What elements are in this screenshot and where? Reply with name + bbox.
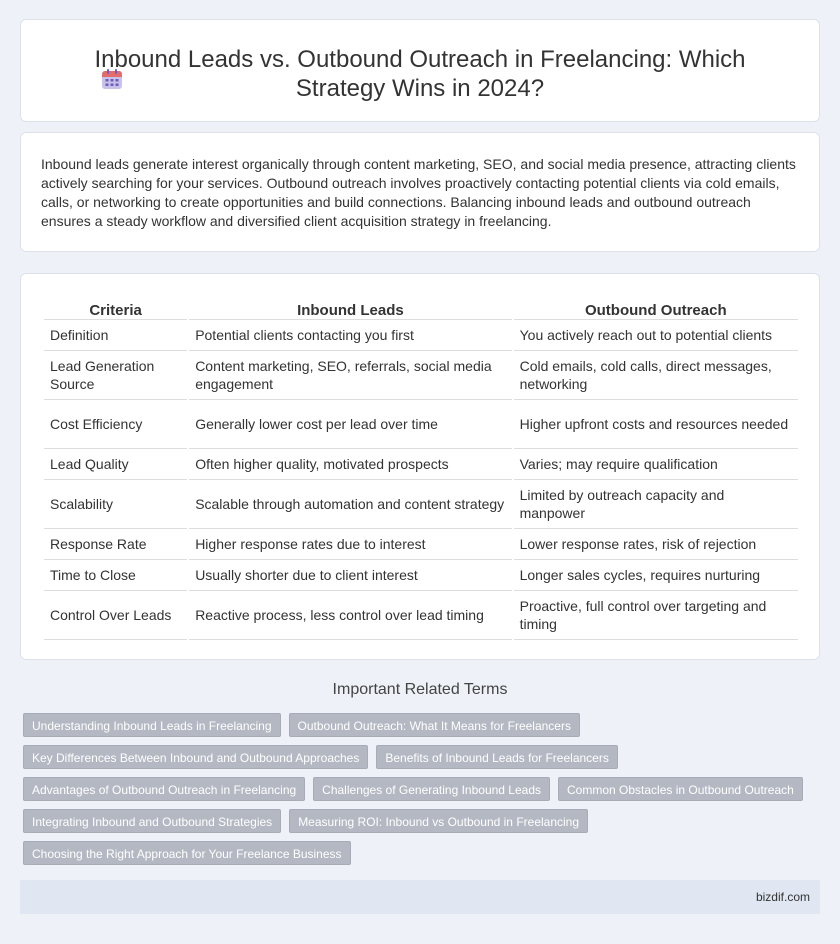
related-term-tag[interactable]: Outbound Outreach: What It Means for Freelancers xyxy=(289,713,580,737)
table-row xyxy=(44,591,798,640)
header-outbound-outreach: Outbound Outreach xyxy=(514,294,798,320)
criteria-cell: Time to Close xyxy=(44,560,187,591)
criteria-cell: Lead Generation Source xyxy=(44,351,187,400)
header-inbound-leads: Inbound Leads xyxy=(189,294,511,320)
table-row xyxy=(44,560,798,591)
intro-paragraph: Inbound leads generate interest organically through content marketing, SEO, and social media presence, attracting clients actively searching for your services. Outbound outreach involves proactively contacting potential clients via cold emails, calls, or networking to create opportunities and build connections. Balancing inbound leads and outbound outreach ensures a steady workflow and diversified client acquisition strategy in freelancing. xyxy=(41,156,796,229)
table-row xyxy=(44,529,798,560)
outbound-cell: Lower response rates, risk of rejection xyxy=(514,529,798,560)
related-term-tag[interactable]: Advantages of Outbound Outreach in Freelancing xyxy=(23,777,305,801)
table-header-row xyxy=(44,294,798,320)
inbound-cell: Generally lower cost per lead over time xyxy=(189,400,511,449)
criteria-cell: Response Rate xyxy=(44,529,187,560)
outbound-cell: Limited by outreach capacity and manpower xyxy=(514,480,798,529)
outbound-cell: Cold emails, cold calls, direct messages, networking xyxy=(514,351,798,400)
criteria-cell: Lead Quality xyxy=(44,449,187,480)
table-row xyxy=(44,480,798,529)
outbound-cell: Proactive, full control over targeting and timing xyxy=(514,591,798,640)
related-term-tag[interactable]: Key Differences Between Inbound and Outbound Approaches xyxy=(23,745,368,769)
outbound-cell: Higher upfront costs and resources needed xyxy=(514,400,798,449)
related-term-tag[interactable]: Integrating Inbound and Outbound Strategies xyxy=(23,809,281,833)
criteria-cell: Definition xyxy=(44,320,187,351)
criteria-cell: Cost Efficiency xyxy=(44,400,187,449)
comparison-table xyxy=(42,294,800,640)
related-terms-heading: Important Related Terms xyxy=(332,681,508,698)
table-row xyxy=(44,449,798,480)
related-terms-list xyxy=(23,713,803,873)
page-title: Inbound Leads vs. Outbound Outreach in Freelancing: Which Strategy Wins in 2024? xyxy=(94,46,746,102)
inbound-cell: Higher response rates due to interest xyxy=(189,529,511,560)
related-term-tag[interactable]: Common Obstacles in Outbound Outreach xyxy=(558,777,803,801)
related-term-tag[interactable]: Challenges of Generating Inbound Leads xyxy=(313,777,550,801)
table-row xyxy=(44,400,798,449)
inbound-cell: Scalable through automation and content strategy xyxy=(189,480,511,529)
header-criteria: Criteria xyxy=(44,294,187,320)
criteria-cell: Scalability xyxy=(44,480,187,529)
criteria-cell: Control Over Leads xyxy=(44,591,187,640)
table-row xyxy=(44,351,798,400)
related-term-tag[interactable]: Understanding Inbound Leads in Freelancing xyxy=(23,713,281,737)
inbound-cell: Content marketing, SEO, referrals, social media engagement xyxy=(189,351,511,400)
title-card xyxy=(20,19,820,122)
related-term-tag[interactable]: Choosing the Right Approach for Your Freelance Business xyxy=(23,841,351,865)
intro-card xyxy=(20,132,820,252)
footer xyxy=(20,880,820,914)
related-term-tag[interactable]: Measuring ROI: Inbound vs Outbound in Freelancing xyxy=(289,809,588,833)
table-row xyxy=(44,320,798,351)
comparison-table-card xyxy=(20,273,820,660)
outbound-cell: Longer sales cycles, requires nurturing xyxy=(514,560,798,591)
outbound-cell: Varies; may require qualification xyxy=(514,449,798,480)
outbound-cell: You actively reach out to potential clients xyxy=(514,320,798,351)
related-term-tag[interactable]: Benefits of Inbound Leads for Freelancers xyxy=(376,745,617,769)
inbound-cell: Often higher quality, motivated prospects xyxy=(189,449,511,480)
inbound-cell: Usually shorter due to client interest xyxy=(189,560,511,591)
inbound-cell: Reactive process, less control over lead timing xyxy=(189,591,511,640)
inbound-cell: Potential clients contacting you first xyxy=(189,320,511,351)
footer-site-link[interactable]: bizdif.com xyxy=(755,890,810,904)
